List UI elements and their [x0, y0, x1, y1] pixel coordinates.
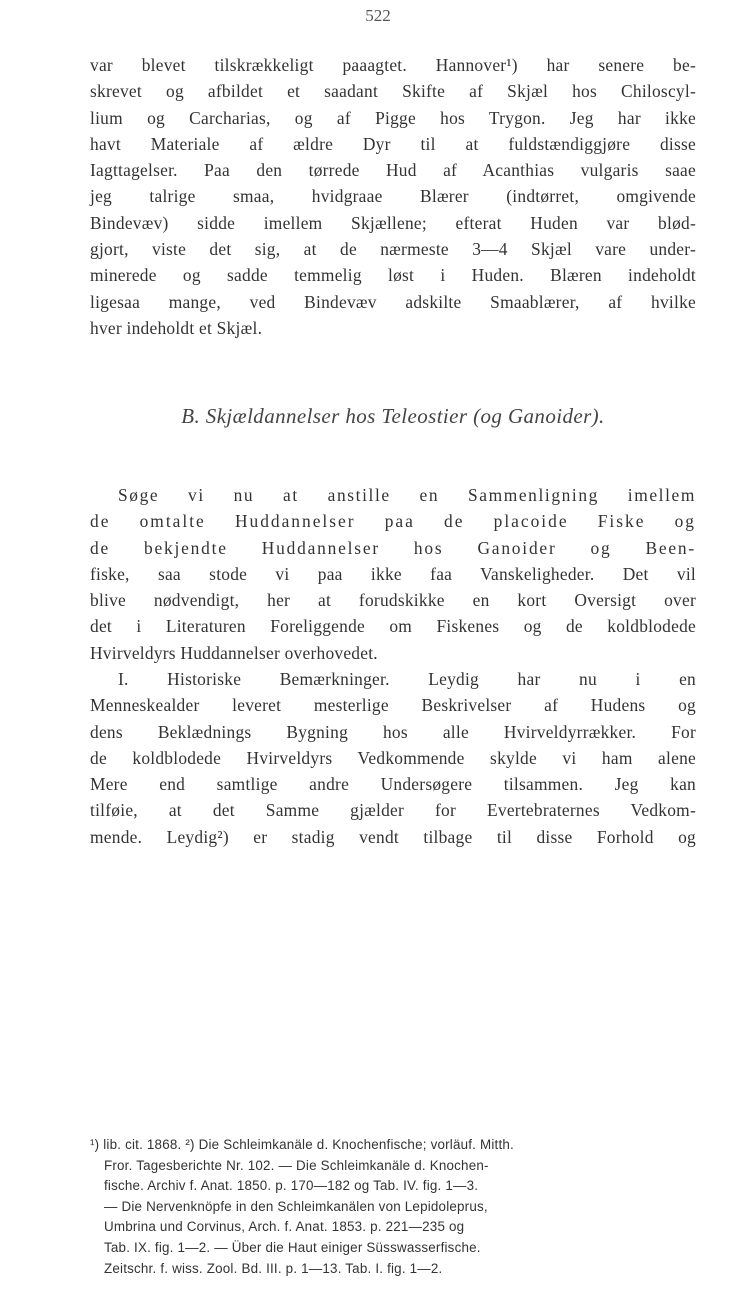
text-line: I. Historiske Bemærkninger. Leydig har nu i en: [118, 669, 696, 689]
paragraph-comparison: [90, 482, 696, 666]
footnote-line: Zeitschr. f. wiss. Zool. Bd. III. p. 1—13. Tab. I. fig. 1—2.: [104, 1260, 443, 1276]
text-line: minerede og sadde temmelig løst i Huden. Blæren indeholdt: [90, 265, 696, 286]
text-line: de koldblodede Hvirveldyrs Vedkommende skylde vi ham alene: [90, 747, 696, 768]
text-line: gjort, viste det sig, at de nærmeste 3—4 Skjæl vare under-: [90, 239, 696, 260]
section-heading: B. Skjældannelser hos Teleostier (og Ganoider).: [181, 404, 605, 428]
text-line: jeg talrige smaa, hvidgraae Blærer (indtørret, omgivende: [90, 186, 696, 207]
text-line: skrevet og afbildet et saadant Skifte af Skjæl hos Chiloscyl-: [90, 81, 696, 102]
text-line: de omtalte Huddannelser paa de placoide Fiske og: [90, 511, 696, 532]
page-number: 522: [365, 6, 391, 25]
paragraph-continuation: [90, 52, 696, 341]
text-line: Søge vi nu at anstille en Sammenligning imellem: [118, 485, 696, 505]
text-line: tilføie, at det Samme gjælder for Evertebraternes Vedkom-: [90, 800, 696, 821]
text-line: Menneskealder leveret mesterlige Beskrivelser af Hudens og: [90, 695, 696, 716]
footnote-line: fische. Archiv f. Anat. 1850. p. 170—182 og Tab. IV. fig. 1—3.: [104, 1178, 479, 1194]
footnote-line: — Die Nervenknöpfe in den Schleimkanälen von Lepidoleprus,: [104, 1198, 488, 1214]
text-line: Iagttagelser. Paa den tørrede Hud af Acanthias vulgaris saae: [90, 160, 696, 181]
text-line: var blevet tilskrækkeligt paaagtet. Hannover¹) har senere be-: [90, 55, 696, 75]
text-line: fiske, saa stode vi paa ikke faa Vanskeligheder. Det vil: [90, 563, 696, 584]
text-line: det i Literaturen Foreliggende om Fiskenes og de koldblodede: [90, 616, 696, 637]
text-line: de bekjendte Huddannelser hos Ganoider og Been-: [90, 537, 696, 558]
text-line: Bindevæv) sidde imellem Skjællene; efterat Huden var blød-: [90, 212, 696, 233]
footnote-line: Umbrina und Corvinus, Arch. f. Anat. 1853. p. 221—235 og: [104, 1219, 465, 1235]
text-line: blive nødvendigt, her at forudskikke en kort Oversigt over: [90, 590, 696, 611]
text-line: dens Beklædnings Bygning hos alle Hvirveldyrrækker. For: [90, 721, 696, 742]
text-line: Mere end samtlige andre Undersøgere tilsammen. Jeg kan: [90, 774, 696, 795]
text-line: Hvirveldyrs Huddannelser overhovedet.: [90, 642, 378, 663]
text-line: mende. Leydig²) er stadig vendt tilbage til disse Forhold og: [90, 826, 696, 847]
footnote-line: ¹) lib. cit. 1868. ²) Die Schleimkanäle d. Knochenfische; vorläuf. Mitth.: [90, 1137, 514, 1152]
footnote-line: Tab. IX. fig. 1—2. — Über die Haut einiger Süsswasserfische.: [104, 1239, 481, 1255]
footnotes: [90, 1135, 696, 1279]
paragraph-historical: [90, 666, 696, 850]
text-line: hver indeholdt et Skjæl.: [90, 317, 263, 338]
text-line: havt Materiale af ældre Dyr til at fuldstændiggjøre disse: [90, 133, 696, 154]
footnote-line: Fror. Tagesberichte Nr. 102. — Die Schleimkanäle d. Knochen-: [104, 1157, 489, 1173]
text-line: lium og Carcharias, og af Pigge hos Trygon. Jeg har ikke: [90, 107, 696, 128]
text-line: ligesaa mange, ved Bindevæv adskilte Smaablærer, af hvilke: [90, 291, 696, 312]
